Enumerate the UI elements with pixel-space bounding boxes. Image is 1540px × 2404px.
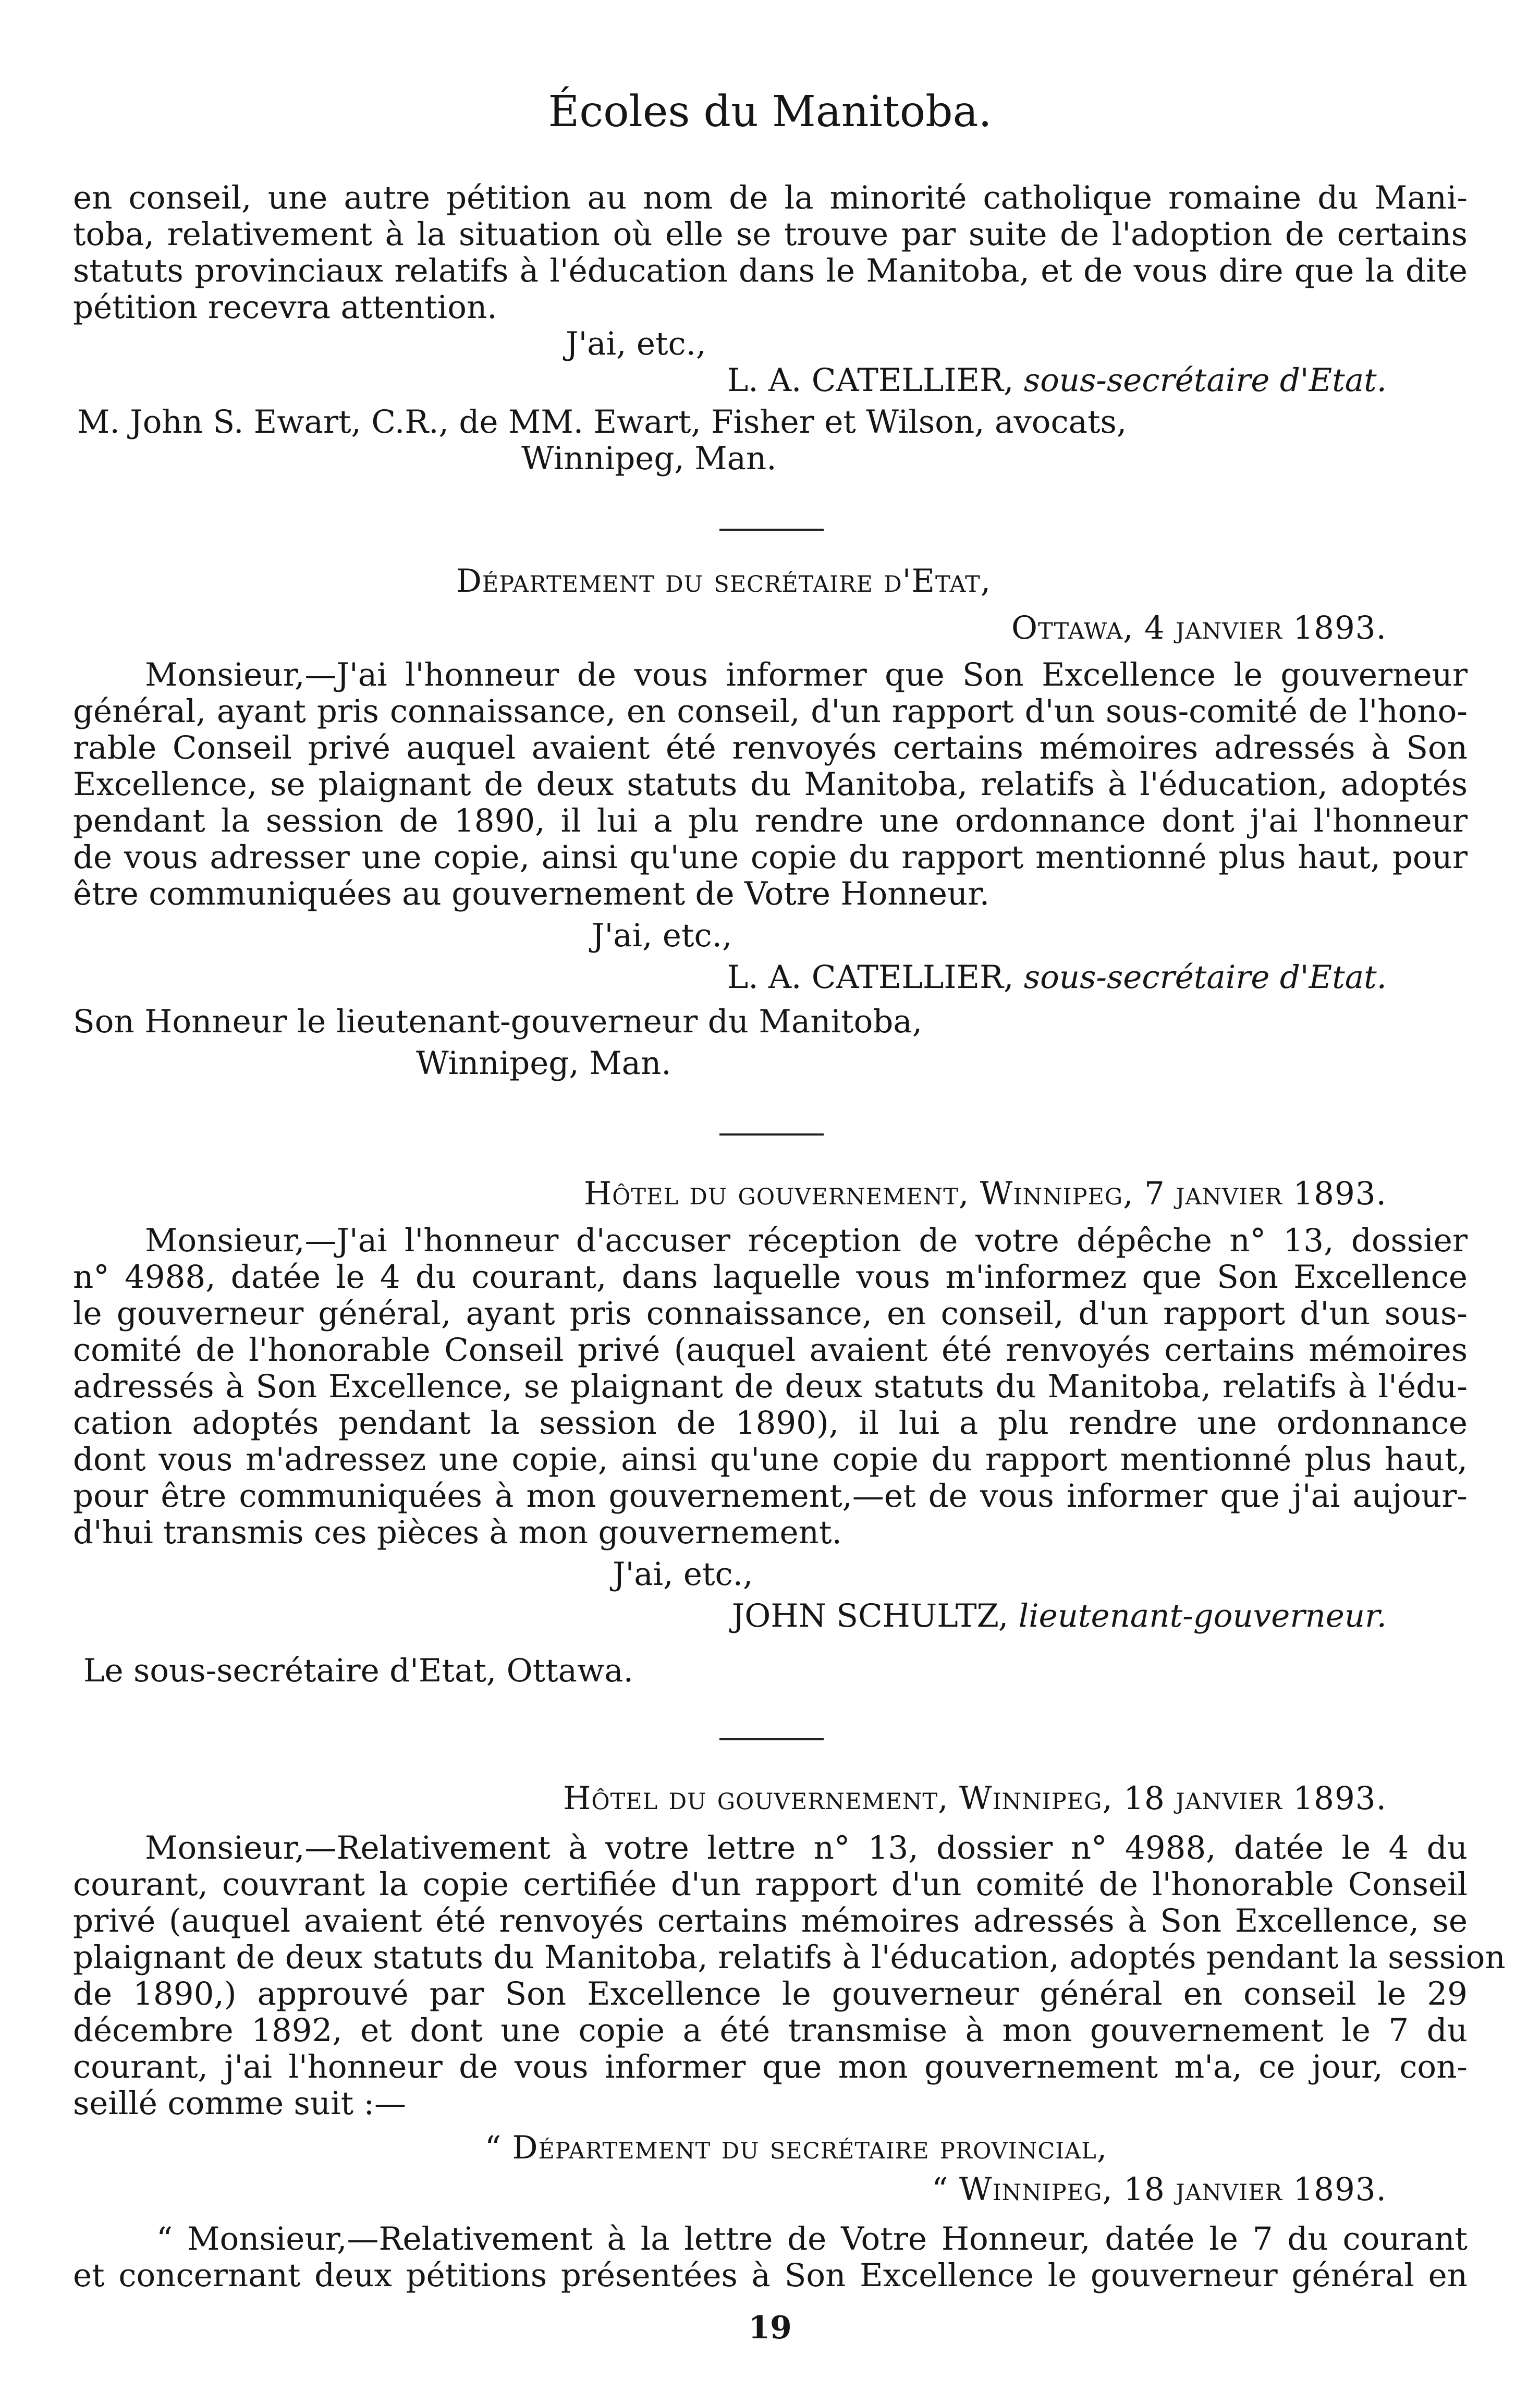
recipient-line: M. John S. Ewart, C.R., de MM. Ewart, Fisher et Wilson, avocats, [77, 404, 1127, 441]
text-line: seillé comme suit :— [73, 2085, 407, 2122]
letter-heading: Hôtel du gouvernement, Winnipeg, 7 janvier 1893. [583, 1175, 1387, 1212]
signer-name: L. A. CATELLIER, [727, 362, 1014, 399]
quoted-heading: “ Département du secrétaire provincial, [485, 2129, 1108, 2166]
text-line: rable Conseil privé auquel avaient été renvoyés certains mémoires adressés à Son [73, 729, 1468, 766]
text-line: cation adoptés pendant la session de 1890), il lui a plu rendre une ordonnance [73, 1405, 1468, 1442]
signer-title: sous-secrétaire d'Etat. [1023, 362, 1387, 399]
text-line: le gouverneur général, ayant pris connaissance, en conseil, d'un rapport d'un sous- [73, 1295, 1468, 1332]
text-line: courant, couvrant la copie certifiée d'un rapport d'un comité de l'honorable Conseil [73, 1866, 1468, 1903]
signer-title: lieutenant-gouverneur. [1018, 1597, 1387, 1634]
recipient-line: Son Honneur le lieutenant-gouverneur du Manitoba, [73, 1003, 923, 1040]
section-divider [719, 529, 824, 531]
signature [73, 362, 1387, 399]
recipient-line: Winnipeg, Man. [521, 440, 777, 477]
text-line: décembre 1892, et dont une copie a été transmise à mon gouvernement le 7 du [73, 2012, 1468, 2049]
text-line: de 1890,) approuvé par Son Excellence le gouverneur général en conseil le 29 [73, 1975, 1468, 2012]
text-line: être communiquées au gouvernement de Votre Honneur. [73, 875, 990, 912]
text-line: Monsieur,—Relativement à votre lettre n° 13, dossier n° 4988, datée le 4 du [145, 1829, 1468, 1866]
text-line: statuts provinciaux relatifs à l'éducation dans le Manitoba, et de vous dire que la dite [73, 252, 1468, 289]
text-line: adressés à Son Excellence, se plaignant de deux statuts du Manitoba, relatifs à l'édu- [73, 1368, 1468, 1405]
text-line: toba, relativement à la situation où elle se trouve par suite de l'adoption de certains [73, 216, 1468, 253]
recipient-line: Le sous-secrétaire d'Etat, Ottawa. [83, 1652, 633, 1689]
letter-heading: Hôtel du gouvernement, Winnipeg, 18 janvier 1893. [563, 1780, 1387, 1817]
signer-name: JOHN SCHULTZ, [731, 1597, 1009, 1634]
letter-heading: Département du secrétaire d'Etat, [456, 563, 992, 600]
text-line: courant, j'ai l'honneur de vous informer que mon gouvernement m'a, ce jour, con- [73, 2048, 1468, 2085]
quoted-text-line: et concernant deux pétitions présentées à Son Excellence le gouverneur général en [73, 2257, 1468, 2294]
letter-date: Ottawa, 4 janvier 1893. [1011, 609, 1387, 646]
text-line: privé (auquel avaient été renvoyés certains mémoires adressés à Son Excellence, se [73, 1902, 1468, 1939]
text-line: de vous adresser une copie, ainsi qu'une copie du rapport mentionné plus haut, pour [73, 839, 1468, 876]
text-line: Monsieur,—J'ai l'honneur d'accuser réception de votre dépêche n° 13, dossier [145, 1222, 1468, 1259]
text-line: plaignant de deux statuts du Manitoba, relatifs à l'éducation, adoptés pendant la session [73, 1939, 1506, 1976]
text-line: pour être communiquées à mon gouvernement,—et de vous informer que j'ai aujour- [73, 1478, 1468, 1515]
signer-title: sous-secrétaire d'Etat. [1023, 959, 1387, 996]
text-line: Monsieur,—J'ai l'honneur de vous informer que Son Excellence le gouverneur [145, 656, 1468, 693]
signature [73, 959, 1387, 996]
closing: J'ai, etc., [566, 325, 706, 362]
text-line: en conseil, une autre pétition au nom de la minorité catholique romaine du Mani- [73, 179, 1468, 216]
signer-name: L. A. CATELLIER, [727, 959, 1014, 996]
text-line: général, ayant pris connaissance, en conseil, d'un rapport d'un sous-comité de l'hono- [73, 693, 1468, 730]
section-divider [719, 1133, 824, 1136]
recipient-line: Winnipeg, Man. [416, 1045, 671, 1082]
text-line: dont vous m'adressez une copie, ainsi qu'une copie du rapport mentionné plus haut, [73, 1441, 1468, 1478]
page-title: Écoles du Manitoba. [548, 87, 992, 137]
page-number: 19 [748, 2310, 792, 2346]
text-line: n° 4988, datée le 4 du courant, dans laquelle vous m'informez que Son Excellence [73, 1259, 1468, 1296]
section-divider [719, 1738, 824, 1740]
closing: J'ai, etc., [592, 917, 732, 954]
text-line: comité de l'honorable Conseil privé (auquel avaient été renvoyés certains mémoires [73, 1332, 1468, 1369]
text-line: pétition recevra attention. [73, 289, 497, 326]
text-line: pendant la session de 1890, il lui a plu rendre une ordonnance dont j'ai l'honneur [73, 802, 1468, 839]
quoted-date: “ Winnipeg, 18 janvier 1893. [932, 2171, 1387, 2208]
closing: J'ai, etc., [613, 1556, 753, 1593]
text-line: d'hui transmis ces pièces à mon gouvernement. [73, 1514, 842, 1551]
signature [73, 1598, 1387, 1634]
quoted-text-line: “ Monsieur,—Relativement à la lettre de Votre Honneur, datée le 7 du courant [156, 2220, 1468, 2257]
text-line: Excellence, se plaignant de deux statuts du Manitoba, relatifs à l'éducation, adoptés [73, 766, 1468, 803]
